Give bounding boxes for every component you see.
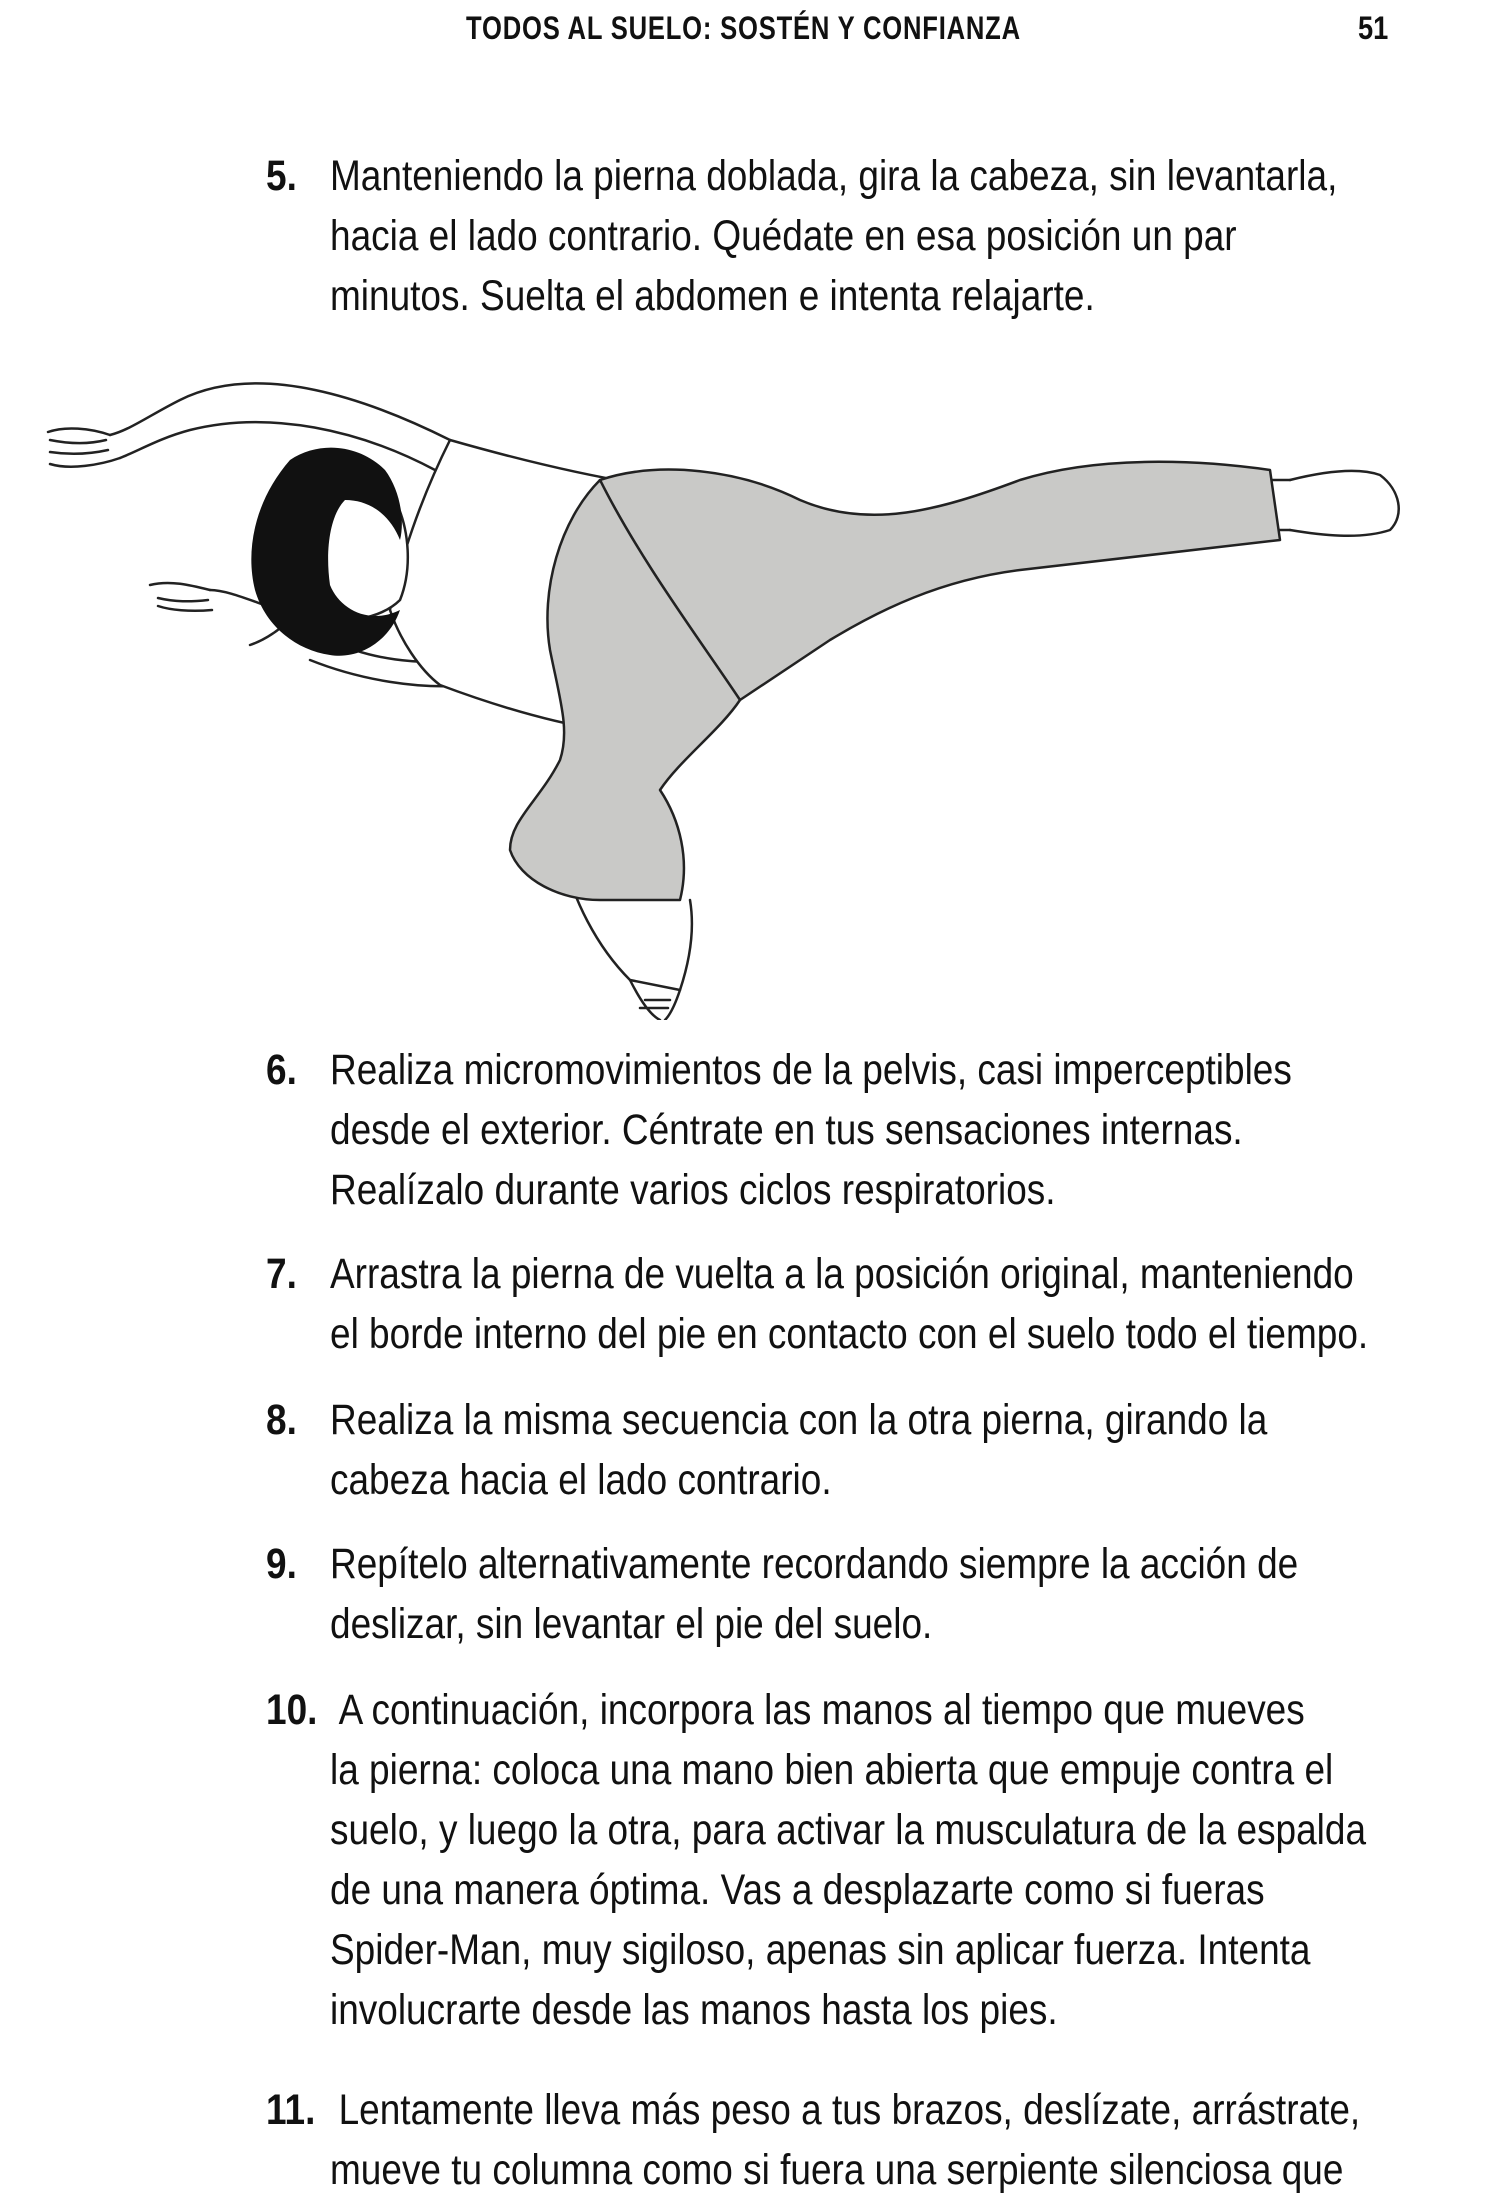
- running-head-title: TODOS AL SUELO: SOSTÉN Y CONFIANZA: [466, 10, 1021, 46]
- step-text: [330, 1244, 1465, 1364]
- text-line: la pierna: coloca una mano bien abierta que empuje contra el: [330, 1746, 1334, 1794]
- step-text: [330, 146, 1465, 326]
- text-line: Arrastra la pierna de vuelta a la posición original, manteniendo: [330, 1250, 1354, 1298]
- step-number: 7.: [266, 1250, 297, 1298]
- step-number: 8.: [266, 1396, 297, 1444]
- text-line: de una manera óptima. Vas a desplazarte como si fueras: [330, 1866, 1265, 1914]
- text-line: Realiza la misma secuencia con la otra pierna, girando la: [330, 1396, 1268, 1444]
- step-number: 5.: [266, 152, 297, 200]
- text-line: el borde interno del pie en contacto con el suelo todo el tiempo.: [330, 1310, 1369, 1358]
- text-line: A continuación, incorpora las manos al tiempo que mueves: [338, 1686, 1305, 1734]
- text-line: Repítelo alternativamente recordando siempre la acción de: [330, 1540, 1299, 1588]
- extended-foot: [1290, 471, 1399, 536]
- step-text: [330, 1534, 1465, 1654]
- step-text: [330, 2080, 1465, 2200]
- text-line: Spider-Man, muy sigiloso, apenas sin aplicar fuerza. Intenta: [330, 1926, 1311, 1974]
- step-number: 6.: [266, 1046, 297, 1094]
- text-line: hacia el lado contrario. Quédate en esa posición un par: [330, 212, 1237, 260]
- step-text: [330, 1390, 1465, 1510]
- step-number: 11.: [266, 2086, 316, 2134]
- upper-arm: [110, 383, 450, 440]
- upper-hand: [48, 428, 120, 466]
- text-line: Lentamente lleva más peso a tus brazos, deslízate, arrástrate,: [338, 2086, 1361, 2134]
- woman-lying-bent-leg-illustration: [40, 340, 1440, 1020]
- text-line: Manteniendo la pierna doblada, gira la cabeza, sin levantarla,: [330, 152, 1338, 200]
- running-head: [0, 10, 1512, 60]
- text-line: cabeza hacia el lado contrario.: [330, 1456, 832, 1504]
- text-line: suelo, y luego la otra, para activar la musculatura de la espalda: [330, 1806, 1367, 1854]
- text-line: deslizar, sin levantar el pie del suelo.: [330, 1600, 933, 1648]
- text-line: Realiza micromovimientos de la pelvis, casi imperceptibles: [330, 1046, 1292, 1094]
- step-text: [330, 1040, 1465, 1220]
- step-text: [330, 1680, 1465, 2040]
- page-number: 51: [1358, 10, 1389, 46]
- text-line: desde el exterior. Céntrate en tus sensaciones internas.: [330, 1106, 1243, 1154]
- text-line: involucrarte desde las manos hasta los pies.: [330, 1986, 1058, 2034]
- text-line: minutos. Suelta el abdomen e intenta relajarte.: [330, 272, 1095, 320]
- text-line: mueve tu columna como si fuera una serpiente silenciosa que: [330, 2146, 1344, 2194]
- step-number: 9.: [266, 1540, 297, 1588]
- text-line: Realízalo durante varios ciclos respiratorios.: [330, 1166, 1056, 1214]
- step-number: 10.: [266, 1686, 318, 1734]
